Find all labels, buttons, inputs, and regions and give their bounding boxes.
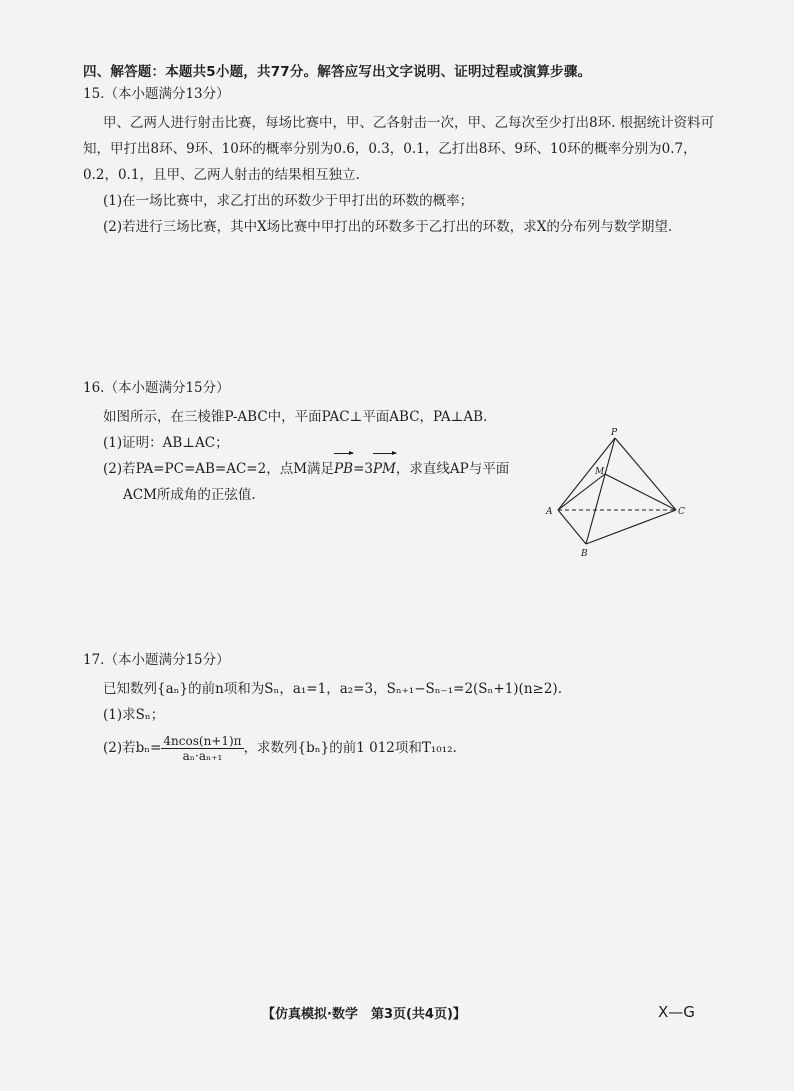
question-15-text-line-1: 甲、乙两人进行射击比赛，每场比赛中，甲、乙各射击一次，甲、乙每次至少打出8环. 根据统计资料可	[103, 115, 715, 131]
section-header: 四、解答题：本题共5小题，共77分。解答应写出文字说明、证明过程或演算步骤。	[83, 64, 592, 80]
question-15	[83, 84, 723, 240]
question-17-part-1: (1)求Sₙ；	[103, 707, 165, 723]
fraction-bn	[161, 734, 243, 763]
vector-pb: PB	[334, 456, 353, 482]
edge-pc	[615, 438, 676, 510]
fraction-denominator: aₙ·aₙ₊₁	[182, 749, 223, 763]
segment-mc	[605, 474, 676, 510]
label-p: P	[611, 428, 618, 438]
footer-page-info: 【仿真模拟·数学 第3页(共4页)】	[262, 1007, 466, 1022]
label-m: M	[595, 467, 605, 477]
question-15-title: 15.（本小题满分13分）	[83, 86, 230, 102]
question-16-part-2-cont: ACM所成角的正弦值.	[123, 487, 256, 503]
fraction-numerator: 4ncos(n+1)π	[163, 734, 242, 748]
question-15-text-line-3: 0.2，0.1，且甲、乙两人射击的结果相互独立.	[83, 167, 360, 183]
question-16-part-2-a: (2)若PA=PC=AB=AC=2，点M满足	[103, 461, 335, 477]
edge-ab	[558, 510, 586, 544]
question-17-title: 17.（本小题满分15分）	[83, 652, 230, 668]
label-b: B	[581, 549, 588, 559]
question-17-part-2-b: ，求数列{bₙ}的前1 012项和T₁₀₁₂.	[243, 740, 457, 756]
question-16	[83, 378, 543, 508]
label-c: C	[678, 507, 685, 517]
question-15-part-2: (2)若进行三场比赛，其中X场比赛中甲打出的环数多于乙打出的环数，求X的分布列与数学期望.	[103, 219, 673, 235]
tetrahedron-figure	[540, 426, 690, 561]
question-17-text: 已知数列{aₙ}的前n项和为Sₙ，a₁=1，a₂=3，Sₙ₊₁−Sₙ₋₁=2(Sₙ+1)(n≥2).	[103, 681, 562, 697]
question-16-part-2	[83, 456, 543, 482]
question-16-text: 如图所示，在三棱锥P-ABC中，平面PAC⊥平面ABC，PA⊥AB.	[103, 409, 488, 425]
question-16-part-2-b: =3	[353, 461, 373, 477]
footer-code: X—G	[658, 1003, 695, 1021]
edge-pb	[586, 438, 615, 544]
page-footer	[0, 1003, 794, 1027]
question-17-part-2-a: (2)若bₙ=	[103, 740, 162, 756]
question-15-part-1: (1)在一场比赛中，求乙打出的环数少于甲打出的环数的概率；	[103, 193, 474, 209]
question-15-text-line-2: 知，甲打出8环、9环、10环的概率分别为0.6，0.3，0.1，乙打出8环、9环、10环的概率分别为0.7，	[83, 141, 697, 157]
question-17-part-2	[83, 730, 723, 766]
segment-am	[558, 474, 605, 510]
edge-bc	[586, 510, 676, 544]
question-16-part-1: (1)证明：AB⊥AC；	[103, 435, 229, 451]
question-17	[83, 650, 723, 766]
vector-pm: PM	[373, 456, 396, 482]
question-16-title: 16.（本小题满分15分）	[83, 380, 230, 396]
question-16-part-2-c: ，求直线AP与平面	[395, 461, 510, 477]
label-a: A	[546, 507, 553, 517]
edge-pa	[558, 438, 615, 510]
